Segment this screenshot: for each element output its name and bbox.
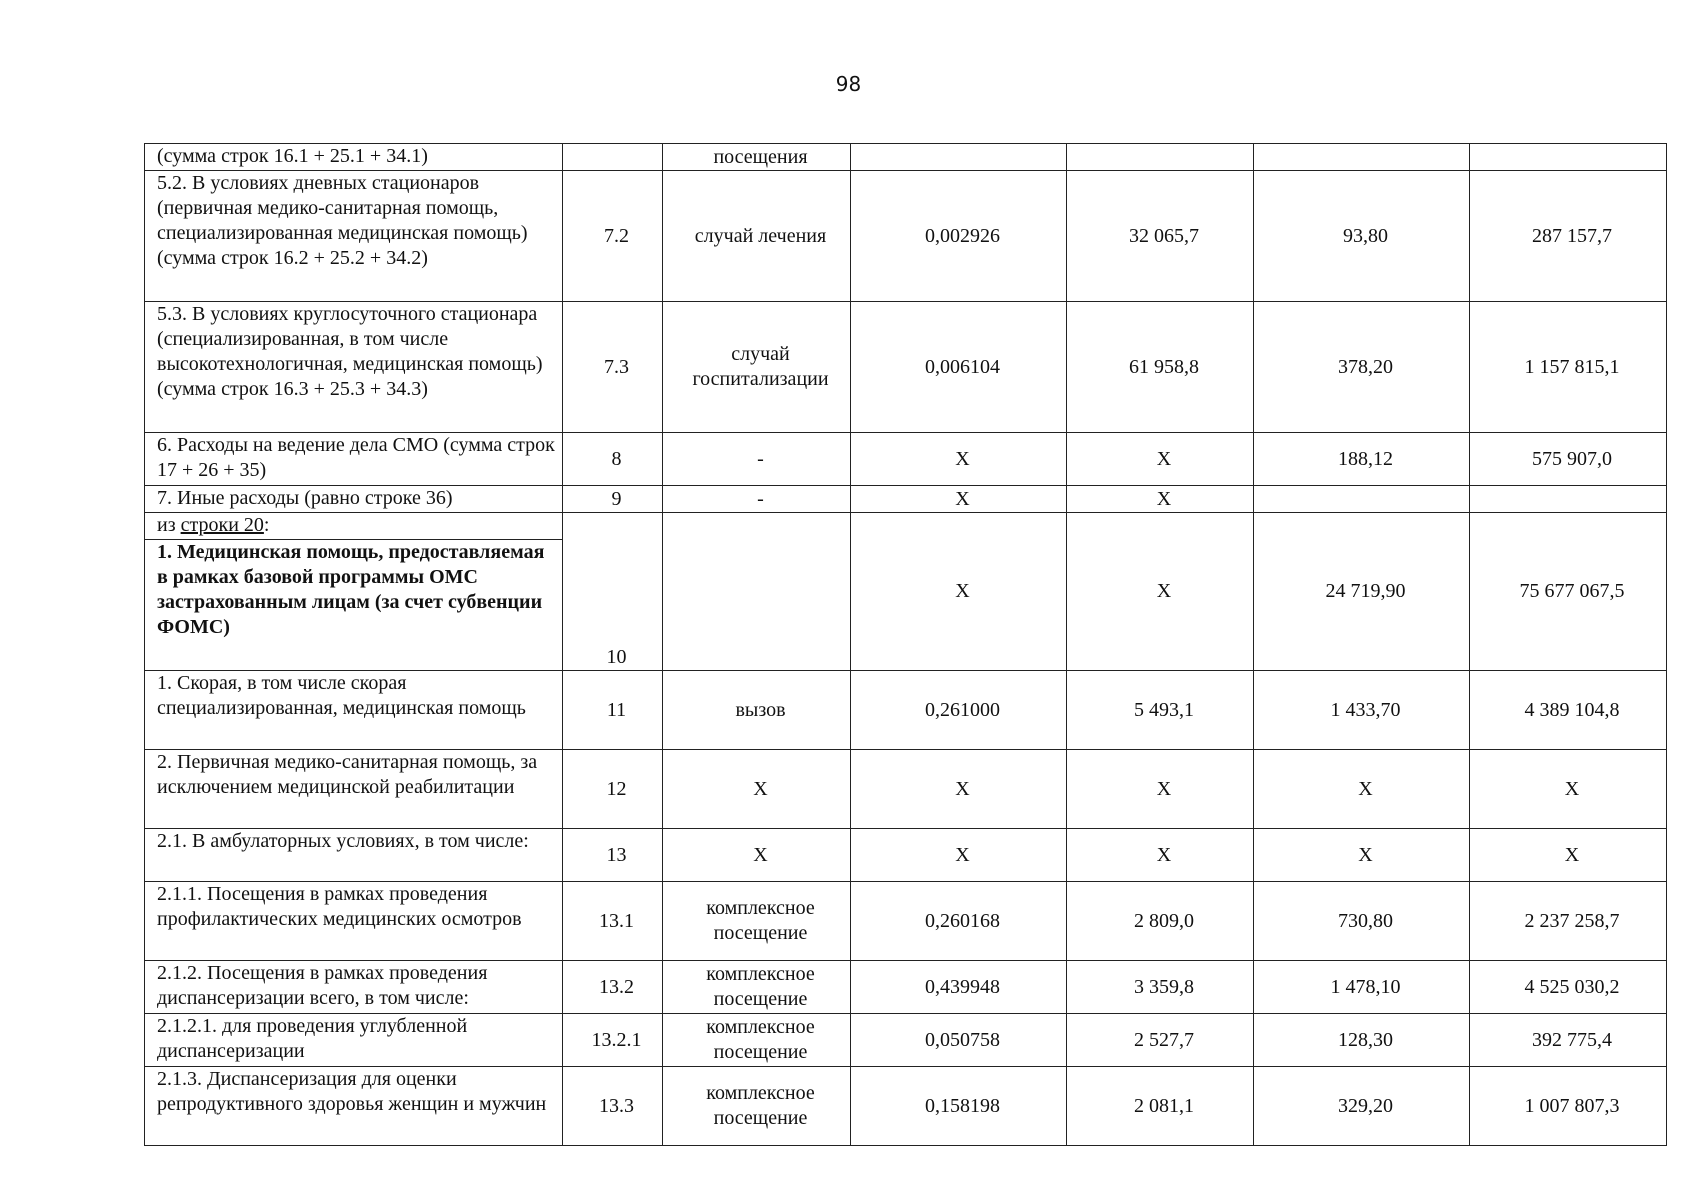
- row-code: 13.1: [563, 882, 663, 961]
- row-norm: 0,439948: [851, 961, 1067, 1014]
- row-unit: X: [663, 829, 851, 882]
- table-row: [145, 433, 1667, 486]
- tariff-table: [144, 143, 1667, 1146]
- row-code: 12: [563, 750, 663, 829]
- row-norm: 0,158198: [851, 1067, 1067, 1146]
- row-total: 575 907,0: [1470, 433, 1667, 486]
- row-unit: -: [663, 486, 851, 513]
- subheading-suffix: :: [263, 514, 270, 536]
- row-code: 8: [563, 433, 663, 486]
- row-norm: X: [851, 829, 1067, 882]
- row-total: 4 389 104,8: [1470, 671, 1667, 750]
- row-norm: 0,261000: [851, 671, 1067, 750]
- row-unit: вызов: [663, 671, 851, 750]
- row-unit: случай госпитализации: [663, 302, 851, 433]
- row-name: 7. Иные расходы (равно строке 36): [145, 486, 563, 513]
- row-per-capita: 329,20: [1254, 1067, 1470, 1146]
- table-row: [145, 1014, 1667, 1067]
- row-name: [145, 302, 563, 433]
- row-per-capita: 24 719,90: [1254, 513, 1470, 671]
- row-subheading: [145, 513, 563, 540]
- table-row: [145, 302, 1667, 433]
- row-total: 2 237 258,7: [1470, 882, 1667, 961]
- row-cost: 61 958,8: [1067, 302, 1254, 433]
- row-norm: X: [851, 513, 1067, 671]
- row-name-sum: (сумма строк 16.3 + 25.3 + 34.3): [157, 378, 428, 400]
- row-norm: 0,260168: [851, 882, 1067, 961]
- row-code: 13.3: [563, 1067, 663, 1146]
- row-total: [1470, 486, 1667, 513]
- row-per-capita: [1254, 144, 1470, 171]
- row-norm: X: [851, 750, 1067, 829]
- row-total: 1 157 815,1: [1470, 302, 1667, 433]
- row-name: 2.1.1. Посещения в рамках проведения профилактических медицинских осмотров: [145, 882, 563, 961]
- row-unit: случай лечения: [663, 171, 851, 302]
- subheading-prefix: из: [157, 514, 181, 536]
- row-norm: 0,002926: [851, 171, 1067, 302]
- row-cost: 2 809,0: [1067, 882, 1254, 961]
- table-row: [145, 882, 1667, 961]
- row-per-capita: 378,20: [1254, 302, 1470, 433]
- row-per-capita: [1254, 486, 1470, 513]
- subheading-link: строки 20: [180, 514, 264, 536]
- row-per-capita: 93,80: [1254, 171, 1470, 302]
- row-unit: комплексное посещение: [663, 1067, 851, 1146]
- table-row: [145, 750, 1667, 829]
- row-unit: комплексное посещение: [663, 882, 851, 961]
- row-cost: X: [1067, 433, 1254, 486]
- row-cost: [1067, 144, 1254, 171]
- table-row: [145, 513, 1667, 540]
- table-row: [145, 961, 1667, 1014]
- row-unit: комплексное посещение: [663, 961, 851, 1014]
- row-cost: X: [1067, 829, 1254, 882]
- row-per-capita: X: [1254, 829, 1470, 882]
- row-code: [563, 144, 663, 171]
- row-cost: 2 081,1: [1067, 1067, 1254, 1146]
- row-unit: [663, 513, 851, 671]
- row-name: (сумма строк 16.1 + 25.1 + 34.1): [145, 144, 563, 171]
- row-unit: X: [663, 750, 851, 829]
- row-name: 2.1.3. Диспансеризация для оценки репродуктивного здоровья женщин и мужчин: [145, 1067, 563, 1146]
- row-total: 4 525 030,2: [1470, 961, 1667, 1014]
- row-per-capita: 1 433,70: [1254, 671, 1470, 750]
- table-row: [145, 1067, 1667, 1146]
- row-code: 10: [563, 513, 663, 671]
- row-name: 1. Скорая, в том числе скорая специализированная, медицинская помощь: [145, 671, 563, 750]
- row-code: 13.2.1: [563, 1014, 663, 1067]
- row-norm: [851, 144, 1067, 171]
- row-code: 9: [563, 486, 663, 513]
- row-total: 287 157,7: [1470, 171, 1667, 302]
- row-name: 2.1.2. Посещения в рамках проведения диспансеризации всего, в том числе:: [145, 961, 563, 1014]
- row-name: 2. Первичная медико-санитарная помощь, за исключением медицинской реабилитации: [145, 750, 563, 829]
- row-code: 7.3: [563, 302, 663, 433]
- row-name: 2.1.2.1. для проведения углубленной диспансеризации: [145, 1014, 563, 1067]
- row-per-capita: 1 478,10: [1254, 961, 1470, 1014]
- table-row: [145, 144, 1667, 171]
- row-total: [1470, 144, 1667, 171]
- row-per-capita: 730,80: [1254, 882, 1470, 961]
- page-number: 98: [835, 72, 862, 96]
- row-cost: 32 065,7: [1067, 171, 1254, 302]
- table-row: [145, 671, 1667, 750]
- row-cost: X: [1067, 513, 1254, 671]
- row-code: 7.2: [563, 171, 663, 302]
- row-total: 1 007 807,3: [1470, 1067, 1667, 1146]
- row-norm: X: [851, 433, 1067, 486]
- row-code: 13: [563, 829, 663, 882]
- row-name: 1. Медицинская помощь, предоставляемая в рамках базовой программы ОМС застрахованным лицам (за счет субвенции ФОМС): [145, 540, 563, 671]
- row-name: 2.1. В амбулаторных условиях, в том числе:: [145, 829, 563, 882]
- row-norm: 0,006104: [851, 302, 1067, 433]
- row-per-capita: X: [1254, 750, 1470, 829]
- row-total: 75 677 067,5: [1470, 513, 1667, 671]
- row-name-main: 5.3. В условиях круглосуточного стационара (специализированная, в том числе высокотехнологичная, медицинская помощь): [157, 303, 543, 375]
- row-name: 5.2. В условиях дневных стационаров (первичная медико-санитарная помощь, специализированная медицинская помощь) (сумма строк 16.2 + 25.2 + 34.2): [145, 171, 563, 302]
- row-code: 13.2: [563, 961, 663, 1014]
- row-cost: X: [1067, 750, 1254, 829]
- row-unit: -: [663, 433, 851, 486]
- row-cost: X: [1067, 486, 1254, 513]
- row-cost: 3 359,8: [1067, 961, 1254, 1014]
- row-norm: 0,050758: [851, 1014, 1067, 1067]
- table-row: [145, 171, 1667, 302]
- row-total: X: [1470, 750, 1667, 829]
- row-code: 11: [563, 671, 663, 750]
- row-per-capita: 128,30: [1254, 1014, 1470, 1067]
- row-cost: 5 493,1: [1067, 671, 1254, 750]
- table-row: [145, 829, 1667, 882]
- table-row: [145, 486, 1667, 513]
- row-total: X: [1470, 829, 1667, 882]
- row-norm: X: [851, 486, 1067, 513]
- row-cost: 2 527,7: [1067, 1014, 1254, 1067]
- row-unit: комплексное посещение: [663, 1014, 851, 1067]
- row-total: 392 775,4: [1470, 1014, 1667, 1067]
- row-name: 6. Расходы на ведение дела СМО (сумма строк 17 + 26 + 35): [145, 433, 563, 486]
- row-per-capita: 188,12: [1254, 433, 1470, 486]
- row-unit: посещения: [663, 144, 851, 171]
